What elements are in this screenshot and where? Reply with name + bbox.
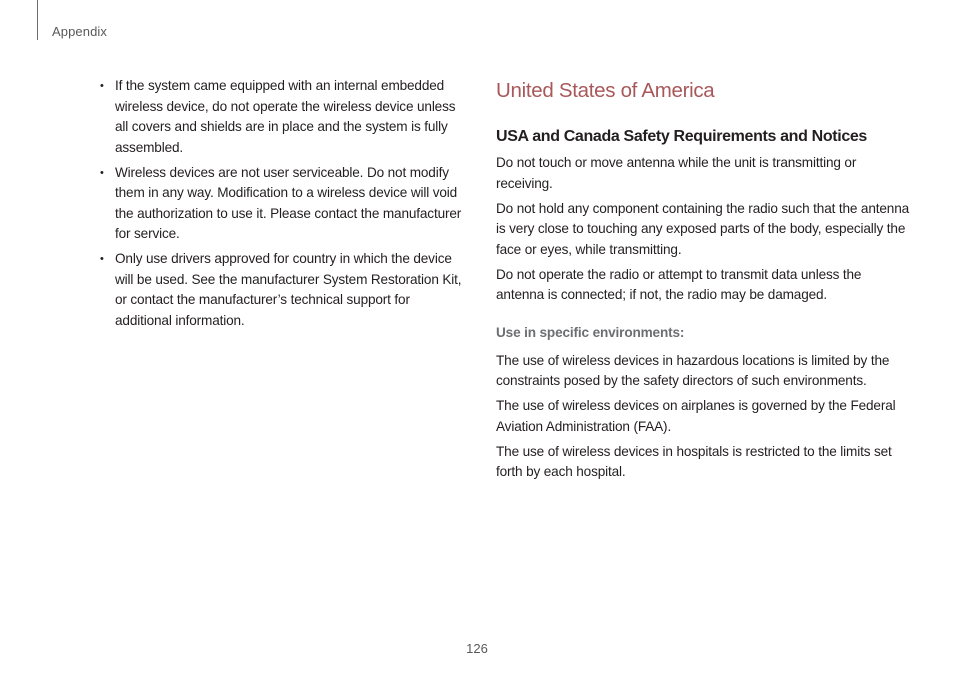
- left-column: [96, 76, 462, 336]
- environments-heading: Use in specific environments:: [496, 324, 685, 340]
- bullet-icon: •: [100, 166, 104, 179]
- paragraph: The use of wireless devices in hazardous locations is limited by the constraints posed by the safety directors of such environments.: [496, 352, 890, 388]
- paragraph: Do not operate the radio or attempt to transmit data unless the antenna is connected; if not, the radio may be damaged.: [496, 266, 862, 302]
- list-item: [96, 76, 462, 158]
- paragraph: Do not touch or move antenna while the unit is transmitting or receiving.: [496, 155, 857, 191]
- page-number: 126: [466, 641, 488, 656]
- paragraph: Do not hold any component containing the radio such that the antenna is very close to touching any exposed parts of the body, especially the face or eyes, while transmitting.: [496, 200, 910, 257]
- list-item-text: If the system came equipped with an internal embedded wireless device, do not operate the wireless device unless all covers and shields are in place and the system is fully assembled.: [115, 78, 456, 155]
- list-item-text: Wireless devices are not user serviceable. Do not modify them in any way. Modification to a wireless device will void the authorization to use it. Please contact the manufacturer for service.: [115, 164, 462, 241]
- section-header: Appendix: [52, 24, 108, 39]
- bullet-list: [96, 76, 462, 331]
- paragraph: The use of wireless devices on airplanes is governed by the Federal Aviation Administration (FAA).: [496, 398, 896, 434]
- list-item: [96, 249, 462, 331]
- margin-rule: [37, 0, 38, 40]
- page-title: United States of America: [496, 79, 715, 102]
- list-item-text: Only use drivers approved for country in which the device will be used. See the manufacturer System Restoration Kit, or contact the manufacturer’s technical support for additional information.: [115, 251, 462, 328]
- list-item: [96, 163, 462, 245]
- bullet-icon: •: [100, 253, 104, 265]
- bullet-icon: •: [100, 80, 104, 92]
- right-column: [496, 76, 911, 487]
- paragraph: The use of wireless devices in hospitals is restricted to the limits set forth by each hospital.: [496, 443, 892, 479]
- subsection-title: USA and Canada Safety Requirements and Notices: [496, 128, 867, 145]
